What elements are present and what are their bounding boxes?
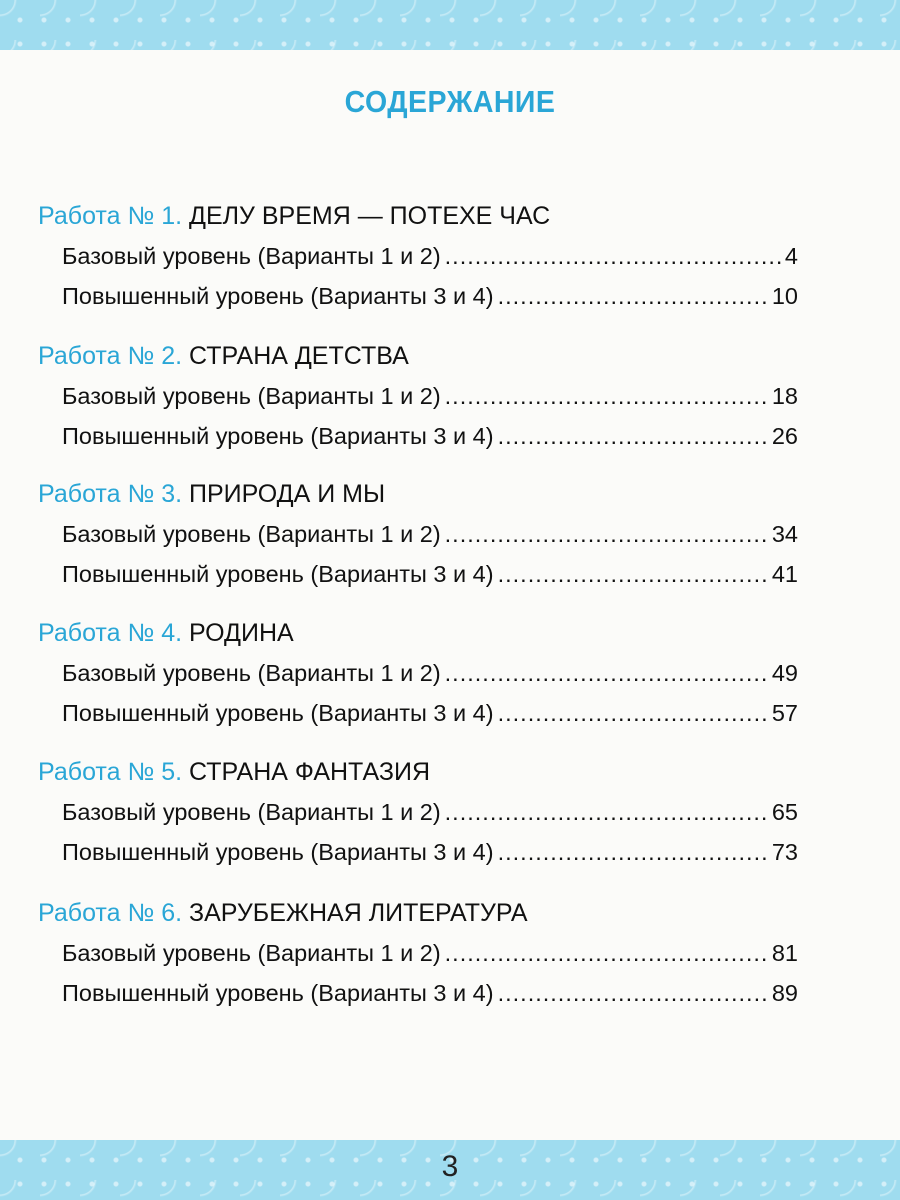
toc-section: [38, 613, 798, 733]
entry-page: 41: [771, 561, 798, 587]
entry-page: 18: [771, 383, 798, 409]
dot-leader: [498, 276, 768, 316]
toc-section: [38, 474, 798, 594]
section-number: Работа № 2.: [38, 342, 183, 370]
entry-page: 81: [771, 940, 798, 966]
toc-section: [38, 752, 798, 872]
section-number: Работа № 6.: [38, 899, 183, 927]
toc-entry[interactable]: [62, 973, 798, 1013]
entry-label: Повышенный уровень (Варианты 3 и 4): [62, 561, 494, 587]
entry-label: Повышенный уровень (Варианты 3 и 4): [62, 700, 494, 726]
toc-entry[interactable]: [62, 416, 798, 456]
section-heading[interactable]: [38, 196, 798, 236]
toc-section: [38, 336, 798, 456]
section-heading[interactable]: [38, 752, 798, 792]
entry-page: 65: [771, 799, 798, 825]
toc-entry[interactable]: [62, 653, 798, 693]
toc-section: [38, 893, 798, 1013]
entry-page: 34: [771, 521, 798, 547]
dot-leader: [498, 416, 768, 456]
toc-entry[interactable]: [62, 236, 798, 276]
page-title: СОДЕРЖАНИЕ: [344, 84, 556, 119]
entry-page: 10: [771, 283, 798, 309]
entry-label: Базовый уровень (Варианты 1 и 2): [62, 383, 441, 409]
toc-entry[interactable]: [62, 276, 798, 316]
toc-entry[interactable]: [62, 792, 798, 832]
section-heading[interactable]: [38, 474, 798, 514]
entry-page: 26: [771, 423, 798, 449]
dot-leader: [445, 653, 768, 693]
section-title: ЗАРУБЕЖНАЯ ЛИТЕРАТУРА: [189, 899, 528, 927]
entry-label: Базовый уровень (Варианты 1 и 2): [62, 660, 441, 686]
toc-entry[interactable]: [62, 832, 798, 872]
section-number: Работа № 3.: [38, 480, 183, 508]
toc-entry[interactable]: [62, 376, 798, 416]
section-title: СТРАНА ФАНТАЗИЯ: [189, 758, 431, 786]
section-title: РОДИНА: [189, 619, 294, 647]
entry-label: Повышенный уровень (Варианты 3 и 4): [62, 423, 494, 449]
section-number: Работа № 1.: [38, 202, 183, 230]
section-title: СТРАНА ДЕТСТВА: [189, 342, 409, 370]
toc-entry[interactable]: [62, 514, 798, 554]
section-number: Работа № 4.: [38, 619, 183, 647]
entry-label: Повышенный уровень (Варианты 3 и 4): [62, 283, 494, 309]
section-title: ПРИРОДА И МЫ: [189, 480, 386, 508]
entry-label: Базовый уровень (Варианты 1 и 2): [62, 521, 441, 547]
section-number: Работа № 5.: [38, 758, 183, 786]
dot-leader: [445, 792, 768, 832]
entry-label: Базовый уровень (Варианты 1 и 2): [62, 799, 441, 825]
entry-page: 89: [771, 980, 798, 1006]
entry-page: 73: [771, 839, 798, 865]
dot-leader: [445, 236, 781, 276]
dot-leader: [498, 554, 768, 594]
entry-page: 49: [771, 660, 798, 686]
decorative-lace-band-top: [0, 0, 900, 50]
toc-entry[interactable]: [62, 693, 798, 733]
section-title: ДЕЛУ ВРЕМЯ — ПОТЕХЕ ЧАС: [189, 202, 551, 230]
dot-leader: [498, 693, 768, 733]
entry-label: Базовый уровень (Варианты 1 и 2): [62, 940, 441, 966]
dot-leader: [445, 376, 768, 416]
toc-section: [38, 196, 798, 316]
dot-leader: [445, 933, 768, 973]
entry-page: 4: [784, 243, 798, 269]
section-heading[interactable]: [38, 893, 798, 933]
entry-label: Базовый уровень (Варианты 1 и 2): [62, 243, 441, 269]
dot-leader: [445, 514, 768, 554]
section-heading[interactable]: [38, 336, 798, 376]
entry-label: Повышенный уровень (Варианты 3 и 4): [62, 980, 494, 1006]
dot-leader: [498, 973, 768, 1013]
section-heading[interactable]: [38, 613, 798, 653]
page-number: 3: [441, 1150, 459, 1183]
toc-entry[interactable]: [62, 933, 798, 973]
toc-entry[interactable]: [62, 554, 798, 594]
entry-label: Повышенный уровень (Варианты 3 и 4): [62, 839, 494, 865]
entry-page: 57: [771, 700, 798, 726]
dot-leader: [498, 832, 768, 872]
